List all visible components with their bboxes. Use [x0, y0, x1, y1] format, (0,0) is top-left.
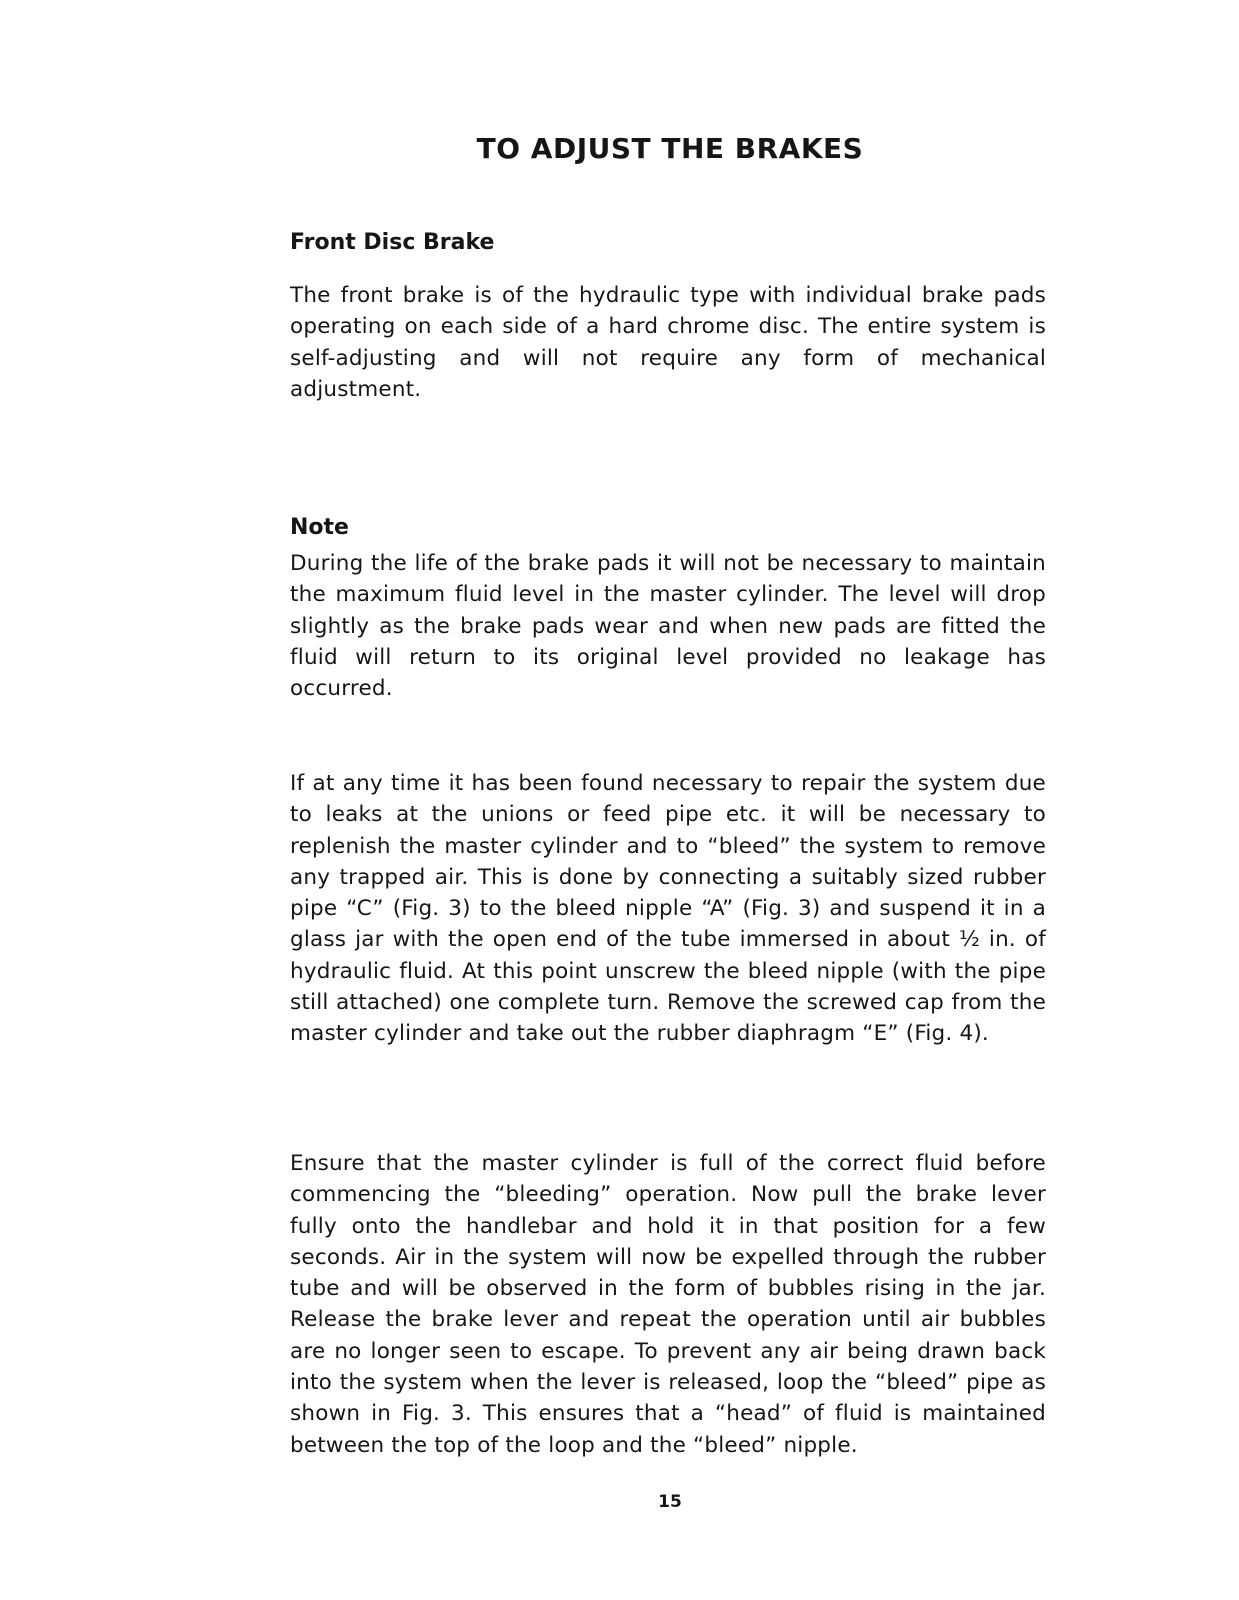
note-heading: Note — [290, 515, 349, 540]
bleeding-paragraph: Ensure that the master cylinder is full of the correct fluid before commencing the “bleeding” operation. Now pull the brake lever fully onto the handlebar and hold it in that position for a few seconds. Air in the system will now be expelled through the rubber tube and will be observed in the form of bubbles rising in the jar. Release the brake lever and repeat the operation until air bubbles are no longer seen to escape. To prevent any air being drawn back into the system when the lever is released, loop the “bleed” pipe as shown in Fig. 3. This ensures that a “head” of fluid is maintained between the top of the loop and the “bleed” nipple. — [290, 1151, 1046, 1458]
repair-paragraph: If at any time it has been found necessary to repair the system due to leaks at the unions or feed pipe etc. it will be necessary to replenish the master cylinder and to “bleed” the system to remove any trapped air. This is done by connecting a suitably sized rubber pipe “C” (Fig. 3) to the bleed nipple “A” (Fig. 3) and suspend it in a glass jar with the open end of the tube immersed in about ½ in. of hydraulic fluid. At this point unscrew the bleed nipple (with the pipe still attached) one complete turn. Remove the screwed cap from the master cylinder and take out the rubber diaphragm “E” (Fig. 4). — [290, 771, 1046, 1047]
front-disc-brake-heading: Front Disc Brake — [290, 230, 495, 255]
page-number: 15 — [658, 1492, 682, 1512]
page-title: TO ADJUST THE BRAKES — [476, 132, 864, 165]
note-paragraph: During the life of the brake pads it will not be necessary to maintain the maximum fluid level in the master cylinder. The level will drop slightly as the brake pads wear and when new pads are fitted the fluid will return to its original level provided no leakage has occurred. — [290, 551, 1046, 702]
front-disc-brake-paragraph: The front brake is of the hydraulic type with individual brake pads operating on each side of a hard chrome disc. The entire system is self-adjusting and will not require any form of mechanical adjustment. — [290, 283, 1046, 402]
